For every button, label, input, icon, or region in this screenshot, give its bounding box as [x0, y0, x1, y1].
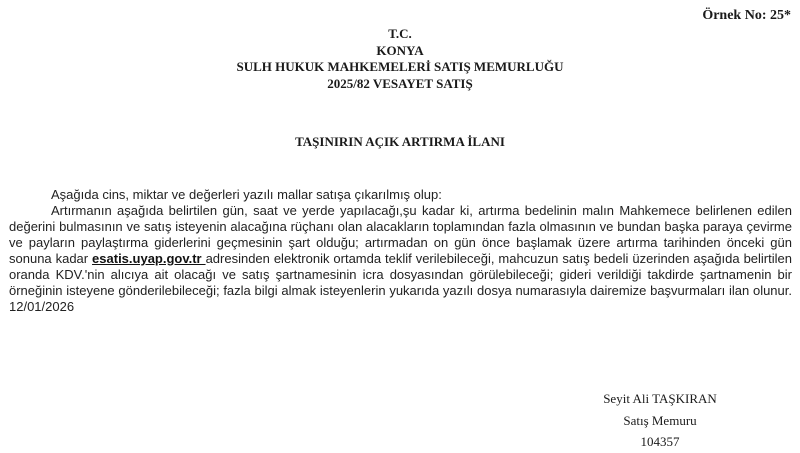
signer-name: Seyit Ali TAŞKIRAN: [603, 391, 717, 406]
paragraph-part-1: Artırmanın aşağıda belirtilen gün, saat ve yerde yapılacağı,şu kadar ki, artırma bedelinin malın Mahkemece belirlenen edilen değerini bulmasının ve satış isteyenin alacağına rüçhanı olan alacakların toplamından fazla olmasının ve bundan başka paraya çevirme ve payların paylaştırma giderlerini geçmesinin şart olduğu; artırmadan on gün önce başlamak üzere artırma tarihinden önceki gün sonuna kadar: [9, 203, 792, 266]
intro-line: Aşağıda cins, miktar ve değerleri yazılı mallar satışa çıkarılmış olup:: [51, 187, 442, 202]
paragraph-part-2: adresinden elektronik ortamda teklif verilebileceği, mahcuzun satış bedeli üzerinden aşağıda belirtilen oranda KDV.'nin alıcıya ait olacağı ve satış şartnamesinin icra dosyasından görülebileceği; gideri verildiği takdirde şartnamenin bir örneğinin isteyene gönderilebileceği; fazla bilgi almak isteyenlerin yukarıda yazılı dosya numarasıyla dairemize başvurmaları ilan olunur. 12/01/2026: [9, 251, 792, 314]
notice-title: TAŞINIRIN AÇIK ARTIRMA İLANI: [295, 134, 505, 149]
notice-body: [9, 187, 792, 315]
esatis-link[interactable]: esatis.uyap.gov.tr: [92, 251, 206, 266]
main-paragraph: [9, 203, 792, 315]
signature-block: [580, 388, 740, 453]
document-header: [0, 26, 800, 92]
header-city: KONYA: [376, 42, 424, 58]
header-country: T.C.: [388, 26, 412, 41]
signer-id: 104357: [640, 434, 680, 449]
sample-number: Örnek No: 25*: [702, 8, 791, 23]
header-case-number: 2025/82 VESAYET SATIŞ: [327, 75, 473, 91]
signer-role: Satış Memuru: [623, 412, 697, 428]
header-office: SULH HUKUK MAHKEMELERİ SATIŞ MEMURLUĞU: [236, 59, 564, 74]
